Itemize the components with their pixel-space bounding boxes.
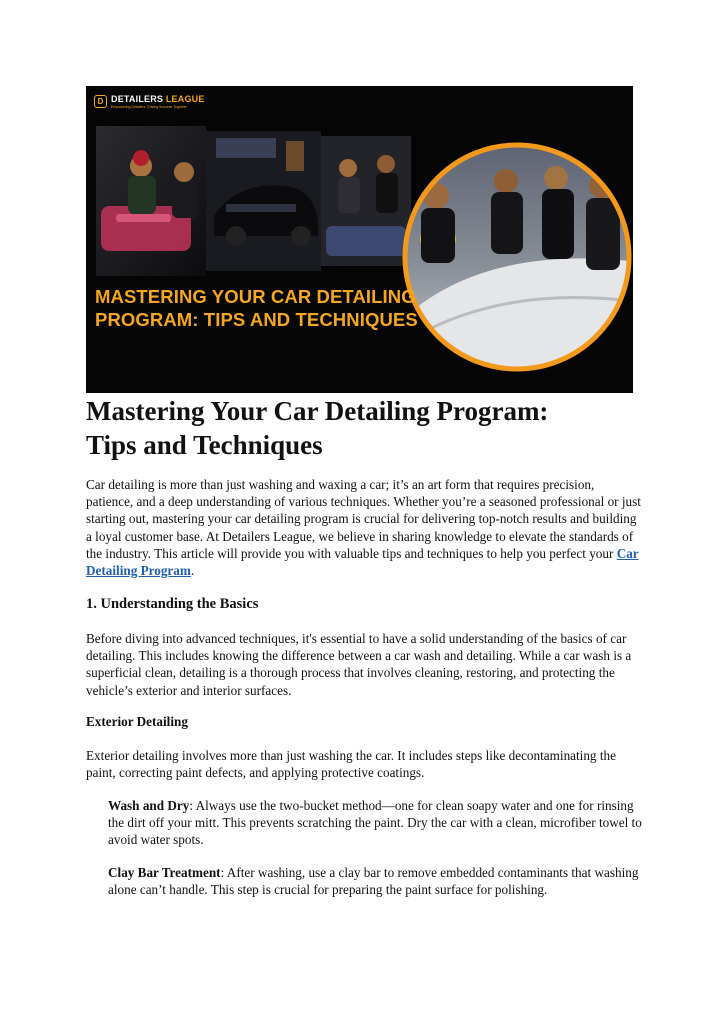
intro-paragraph: Car detailing is more than just washing and waxing a car; it’s an art form that requires precision, patience, and a deep understanding of various techniques. Whether you’re a seasoned professional or just starting out, mastering your car detailing program is crucial for delivering top-notch results and building a loyal customer base. At Detailers League, we believe in sharing knowledge to elevate the standards of the industry. This article will provide you with valuable tips and techniques to help you perfect your Car Detailing Program. bbox=[86, 477, 641, 579]
basics-paragraph: Before diving into advanced techniques, it's essential to have a solid understanding of the basics of car detailing. This includes knowing the difference between a car wash and detailing. While a car wash is a superficial clean, detailing is a thorough process that involves cleaning, restoring, and protecting the vehicle’s exterior and interior surfaces. bbox=[86, 631, 632, 698]
hero-banner bbox=[86, 86, 633, 393]
banner-title: MASTERING YOUR CAR DETAILING PROGRAM: TIPS AND TECHNIQUES bbox=[95, 286, 418, 330]
banner-photo-collage bbox=[86, 86, 633, 393]
logo-mark-icon: D bbox=[94, 95, 107, 108]
detailers-league-logo bbox=[94, 94, 205, 109]
car-detailing-program-link[interactable]: Car Detailing Program bbox=[86, 545, 639, 579]
logo-name: DETAILERS LEAGUE bbox=[111, 94, 205, 104]
circle-photo bbox=[396, 136, 633, 376]
exterior-paragraph: Exterior detailing involves more than just washing the car. It includes steps like decontaminating the paint, correcting paint defects, and applying protective coatings. bbox=[86, 748, 616, 781]
workshop-photo-left bbox=[96, 126, 206, 276]
section-heading-basics: 1. Understanding the Basics bbox=[86, 596, 259, 612]
step-clay-bar: Clay Bar Treatment: After washing, use a clay bar to remove embedded contaminants that washing alone can’t handle. This step is crucial for preparing the paint surface for polishing. bbox=[108, 865, 639, 898]
article-title: Mastering Your Car Detailing Program: Tips and Techniques bbox=[86, 396, 549, 460]
workshop-photo-right bbox=[321, 136, 411, 266]
workshop-photo-middle bbox=[206, 131, 321, 271]
step-wash-and-dry: Wash and Dry: Always use the two-bucket method—one for clean soapy water and one for rinsing the dirt off your mitt. This prevents scratching the paint. Dry the car with a clean, microfiber towel to avoid water spots. bbox=[108, 798, 642, 848]
logo-tagline: Empowering Detailers, Driving Success Together bbox=[111, 105, 187, 109]
exterior-detailing-heading: Exterior Detailing bbox=[86, 714, 188, 729]
